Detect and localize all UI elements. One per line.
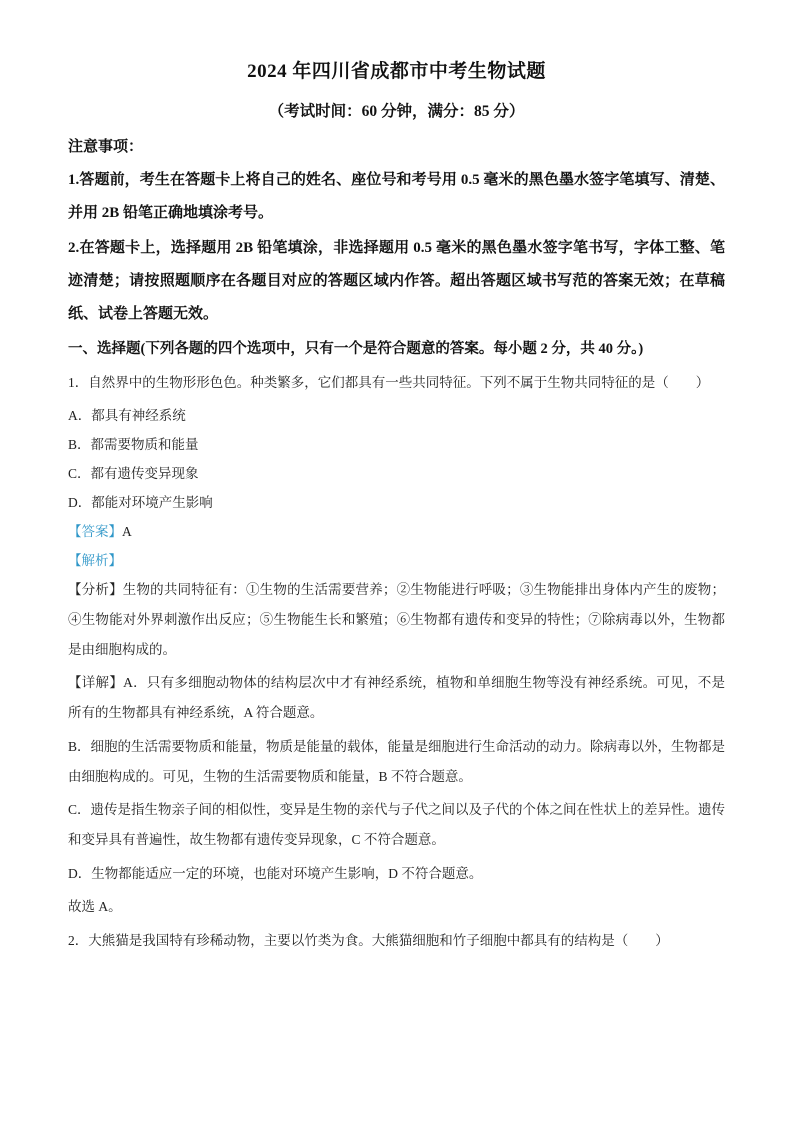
notice-heading: 注意事项： (68, 139, 144, 155)
question-1-detail-d: D．生物都能适应一定的环境，也能对环境产生影响，D 不符合题意。 (68, 865, 483, 881)
question-1-detail-c: C．遗传是指生物亲子间的相似性，变异是生物的亲代与子代之间以及子代的个体之间在性状上的差异性。遗传和变异具有普遍性，故生物都有遗传变异现象，C 不符合题意。 (68, 802, 726, 847)
question-1-stem: 1．自然界中的生物形形色色。种类繁多，它们都具有一些共同特征。下列不属于生物共同特征的是（ ） (68, 374, 710, 390)
question-1-option-c: C．都有遗传变异现象 (68, 466, 199, 482)
answer-label: 【答案】 (68, 524, 122, 540)
analysis-label: 【解析】 (68, 553, 122, 569)
question-1-option-d: D．都能对环境产生影响 (68, 495, 213, 511)
question-1-analysis-paragraph: 【分析】生物的共同特征有：①生物的生活需要营养；②生物能进行呼吸；③生物能排出身体内产生的废物；④生物能对外界刺激作出反应；⑤生物能生长和繁殖；⑥生物都有遗传和变异的特性；⑦除病毒以外，生物都是由细胞构成的。 (68, 582, 725, 657)
question-1-analysis-label-line (68, 546, 725, 575)
notice-item-2: 2.在答题卡上，选择题用 2B 铅笔填涂，非选择题用 0.5 毫米的黑色墨水签字笔书写，字体工整、笔迹清楚；请按照题顺序在各题目对应的答题区域内作答。超出答题区域书写范的答案无效；在草稿纸、试卷上答题无效。 (68, 240, 725, 322)
question-1-detail-b: B．细胞的生活需要物质和能量，物质是能量的载体，能量是细胞进行生命活动的动力。除病毒以外，生物都是由细胞构成的。可见，生物的生活需要物质和能量，B 不符合题意。 (68, 738, 726, 784)
answer-value: A (122, 524, 132, 540)
page-title: 2024 年四川省成都市中考生物试题 (247, 61, 546, 82)
question-1-answer-line (68, 517, 725, 546)
question-1-block (68, 368, 725, 922)
question-1-option-b: B．都需要物质和能量 (68, 437, 199, 453)
question-1-option-a: A．都具有神经系统 (68, 408, 186, 424)
notice-item-1: 1.答题前，考生在答题卡上将自己的姓名、座位号和考号用 0.5 毫米的黑色墨水签字笔填写、清楚、并用 2B 铅笔正确地填涂考号。 (68, 172, 725, 221)
question-1-conclusion: 故选 A。 (68, 899, 122, 915)
exam-time-score-line: （考试时间：60 分钟，满分：85 分） (268, 103, 525, 120)
question-1-detail-a: 【详解】A．只有多细胞动物体的结构层次中才有神经系统，植物和单细胞生物等没有神经系统。可见，不是所有的生物都具有神经系统，A 符合题意。 (68, 675, 725, 721)
question-2-block (68, 926, 725, 956)
question-2-stem: 2．大熊猫是我国特有珍稀动物，主要以竹类为食。大熊猫细胞和竹子细胞中都具有的结构是（ ） (68, 932, 669, 948)
section-heading-choice-questions: 一、选择题(下列各题的四个选项中，只有一个是符合题意的答案。每小题 2 分，共 40 分。) (68, 341, 644, 357)
